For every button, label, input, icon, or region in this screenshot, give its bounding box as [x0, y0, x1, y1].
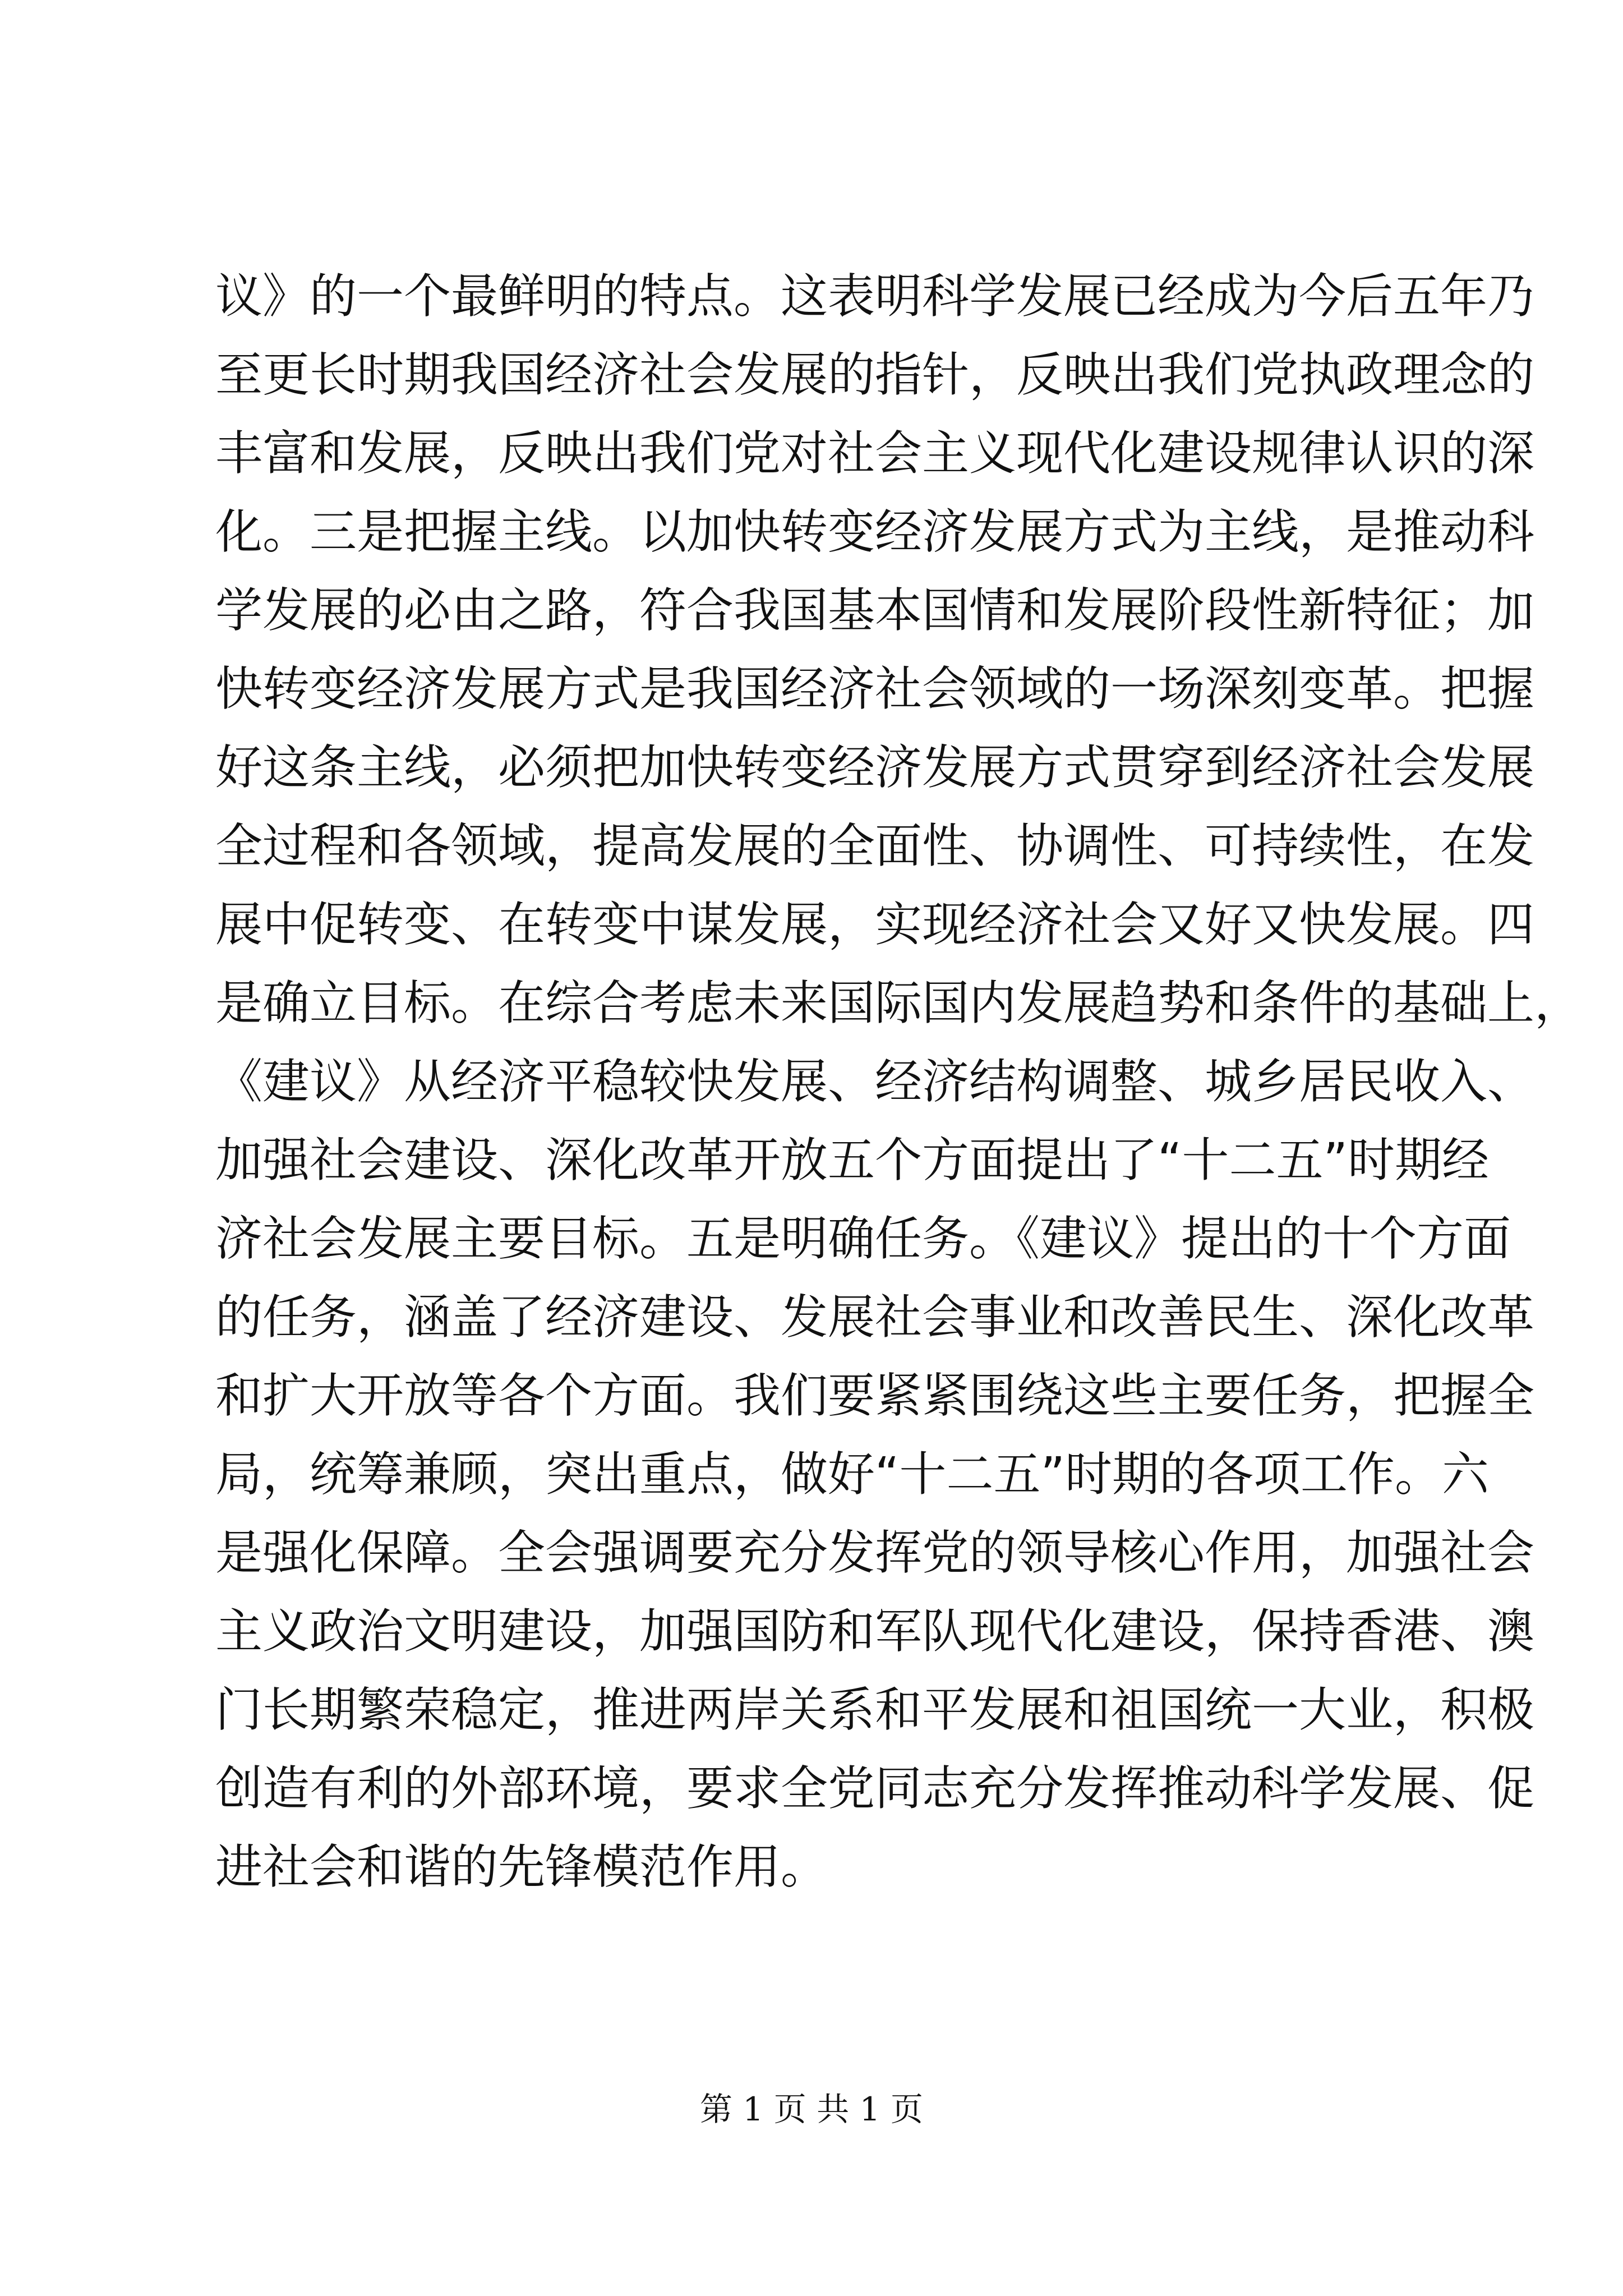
page-footer: 第 1 页 共 1 页 [700, 2090, 923, 2128]
text-line: 全过程和各领域，提高发展的全面性、协调性、可持续性，在发 [215, 818, 1535, 873]
body-paragraph [215, 257, 1582, 1906]
text-line-last: 进社会和谐的先锋模范作用。 [215, 1839, 828, 1894]
text-line: 展中促转变、在转变中谋发展，实现经济社会又好又快发展。四 [215, 897, 1535, 952]
text-line: 的任务，涵盖了经济建设、发展社会事业和改善民生、深化改革 [215, 1290, 1535, 1345]
text-line: 加强社会建设、深化改革开放五个方面提出了“十二五”时期经 [215, 1133, 1490, 1188]
text-line: 主义政治文明建设，加强国防和军队现代化建设，保持香港、澳 [215, 1604, 1535, 1659]
text-line: 《建议》从经济平稳较快发展、经济结构调整、城乡居民收入、 [215, 1054, 1535, 1109]
text-line: 是强化保障。全会强调要充分发挥党的领导核心作用，加强社会 [215, 1525, 1535, 1580]
text-line: 至更长时期我国经济社会发展的指针，反映出我们党执政理念的 [215, 347, 1535, 402]
text-line: 快转变经济发展方式是我国经济社会领域的一场深刻变革。把握 [215, 661, 1535, 716]
text-line: 议》的一个最鲜明的特点。这表明科学发展已经成为今后五年乃 [215, 269, 1535, 324]
text-line: 化。三是把握主线。以加快转变经济发展方式为主线，是推动科 [215, 504, 1535, 559]
text-line: 局，统筹兼顾，突出重点，做好“十二五”时期的各项工作。六 [215, 1447, 1490, 1502]
text-line: 学发展的必由之路，符合我国基本国情和发展阶段性新特征；加 [215, 583, 1535, 638]
text-line: 好这条主线，必须把加快转变经济发展方式贯穿到经济社会发展 [215, 740, 1535, 795]
text-line: 和扩大开放等各个方面。我们要紧紧围绕这些主要任务，把握全 [215, 1368, 1535, 1423]
text-line: 门长期繁荣稳定，推进两岸关系和平发展和祖国统一大业，积极 [215, 1682, 1535, 1737]
text-line: 丰富和发展，反映出我们党对社会主义现代化建设规律认识的深 [215, 426, 1535, 481]
text-line: 济社会发展主要目标。五是明确任务。《建议》提出的十个方面 [215, 1211, 1511, 1266]
text-line: 是确立目标。在综合考虑未来国际国内发展趋势和条件的基础上， [215, 976, 1582, 1030]
text-line: 创造有利的外部环境，要求全党同志充分发挥推动科学发展、促 [215, 1761, 1535, 1816]
